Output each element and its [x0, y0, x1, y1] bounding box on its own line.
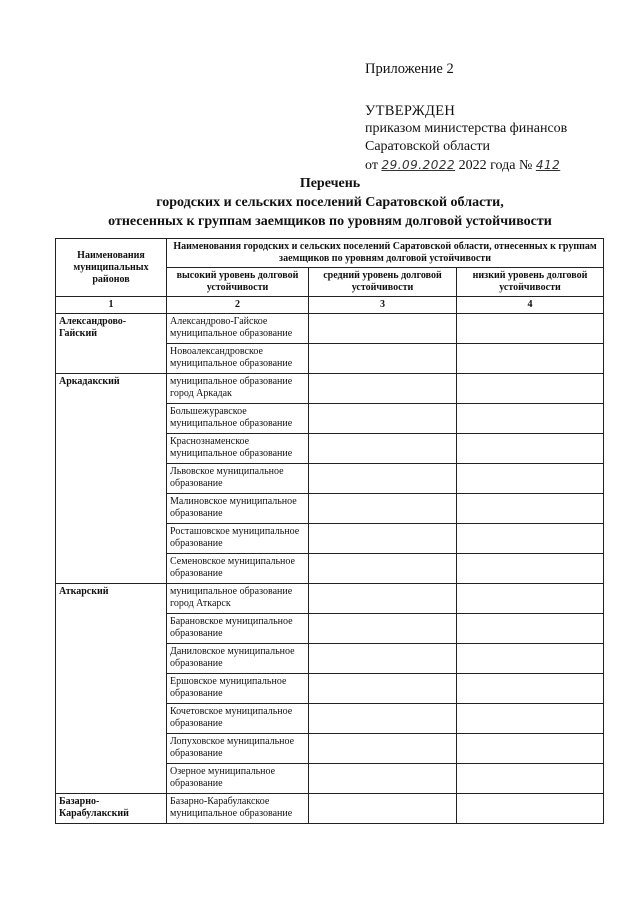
col-district-header: Наименования муниципальных районов — [56, 239, 167, 297]
settlement-name: Новоалександровское муниципальное образование — [167, 344, 309, 374]
title-line-2: городских и сельских поселений Саратовской области, — [156, 195, 504, 210]
empty-cell — [309, 584, 457, 614]
empty-cell — [457, 434, 604, 464]
empty-cell — [457, 374, 604, 404]
year-text: 2022 года — [458, 158, 516, 173]
empty-cell — [457, 794, 604, 824]
district-name: Александрово-Гайский — [56, 314, 167, 374]
date-prefix: от — [365, 158, 378, 173]
settlement-name: Озерное муниципальное образование — [167, 764, 309, 794]
empty-cell — [457, 554, 604, 584]
settlement-name: Семеновское муниципальное образование — [167, 554, 309, 584]
settlement-name: Александрово-Гайское муниципальное образование — [167, 314, 309, 344]
title-line-1: Перечень — [299, 176, 361, 191]
empty-cell — [457, 614, 604, 644]
settlement-name: Базарно-Карабулакское муниципальное образование — [167, 794, 309, 824]
approval-block — [365, 60, 625, 175]
approved-label: УТВЕРЖДЕН — [365, 103, 456, 119]
settlement-name: Малиновское муниципальное образование — [167, 494, 309, 524]
table-row — [56, 794, 604, 824]
approval-date-line — [365, 156, 625, 175]
settlement-name: Лопуховское муниципальное образование — [167, 734, 309, 764]
number-sign: № — [518, 158, 533, 173]
empty-cell — [309, 524, 457, 554]
column-numbers-row — [56, 297, 604, 314]
district-name: Аркадакский — [56, 374, 167, 584]
col-low-header: низкий уровень долговой устойчивости — [457, 268, 604, 297]
empty-cell — [309, 764, 457, 794]
empty-cell — [309, 704, 457, 734]
empty-cell — [457, 584, 604, 614]
empty-cell — [457, 764, 604, 794]
col-high-header: высокий уровень долговой устойчивости — [167, 268, 309, 297]
empty-cell — [309, 404, 457, 434]
column-number: 2 — [167, 297, 309, 314]
district-name: Базарно-Карабулакский — [56, 794, 167, 824]
empty-cell — [457, 464, 604, 494]
empty-cell — [309, 614, 457, 644]
empty-cell — [309, 344, 457, 374]
col-mid-header: средний уровень долговой устойчивости — [309, 268, 457, 297]
title-line-3: отнесенных к группам заемщиков по уровням долговой устойчивости — [108, 214, 552, 229]
col-group-header: Наименования городских и сельских поселений Саратовской области, отнесенных к группам заемщиков по уровням долговой устойчивости — [167, 239, 604, 268]
settlement-name: Кочетовское муниципальное образование — [167, 704, 309, 734]
handwritten-date: 29.09.2022 — [381, 158, 456, 172]
empty-cell — [457, 734, 604, 764]
empty-cell — [309, 644, 457, 674]
column-number: 1 — [56, 297, 167, 314]
empty-cell — [457, 674, 604, 704]
header-row-1 — [56, 239, 604, 268]
settlement-name: Большежуравское муниципальное образование — [167, 404, 309, 434]
borrowers-table — [55, 238, 604, 824]
approval-line-2: Саратовской области — [365, 139, 490, 154]
empty-cell — [309, 494, 457, 524]
empty-cell — [457, 404, 604, 434]
empty-cell — [457, 644, 604, 674]
column-number: 4 — [457, 297, 604, 314]
settlement-name: Львовское муниципальное образование — [167, 464, 309, 494]
empty-cell — [457, 494, 604, 524]
column-number: 3 — [309, 297, 457, 314]
district-name: Аткарский — [56, 584, 167, 794]
empty-cell — [309, 374, 457, 404]
empty-cell — [457, 704, 604, 734]
empty-cell — [309, 674, 457, 704]
settlement-name: муниципальное образование город Аткарск — [167, 584, 309, 614]
settlement-name: Барановское муниципальное образование — [167, 614, 309, 644]
document-title — [60, 174, 600, 231]
settlement-name: Даниловское муниципальное образование — [167, 644, 309, 674]
empty-cell — [457, 344, 604, 374]
empty-cell — [309, 794, 457, 824]
settlement-name: Краснознаменское муниципальное образование — [167, 434, 309, 464]
settlement-name: Росташовское муниципальное образование — [167, 524, 309, 554]
table-row — [56, 374, 604, 404]
empty-cell — [309, 734, 457, 764]
empty-cell — [309, 554, 457, 584]
empty-cell — [309, 434, 457, 464]
empty-cell — [309, 314, 457, 344]
table-row — [56, 584, 604, 614]
empty-cell — [309, 464, 457, 494]
settlement-name: Ершовское муниципальное образование — [167, 674, 309, 704]
handwritten-number: 412 — [535, 158, 561, 172]
approval-line-1: приказом министерства финансов — [365, 121, 568, 136]
settlement-name: муниципальное образование город Аркадак — [167, 374, 309, 404]
table-row — [56, 314, 604, 344]
empty-cell — [457, 314, 604, 344]
empty-cell — [457, 524, 604, 554]
annex-label: Приложение 2 — [365, 61, 454, 77]
